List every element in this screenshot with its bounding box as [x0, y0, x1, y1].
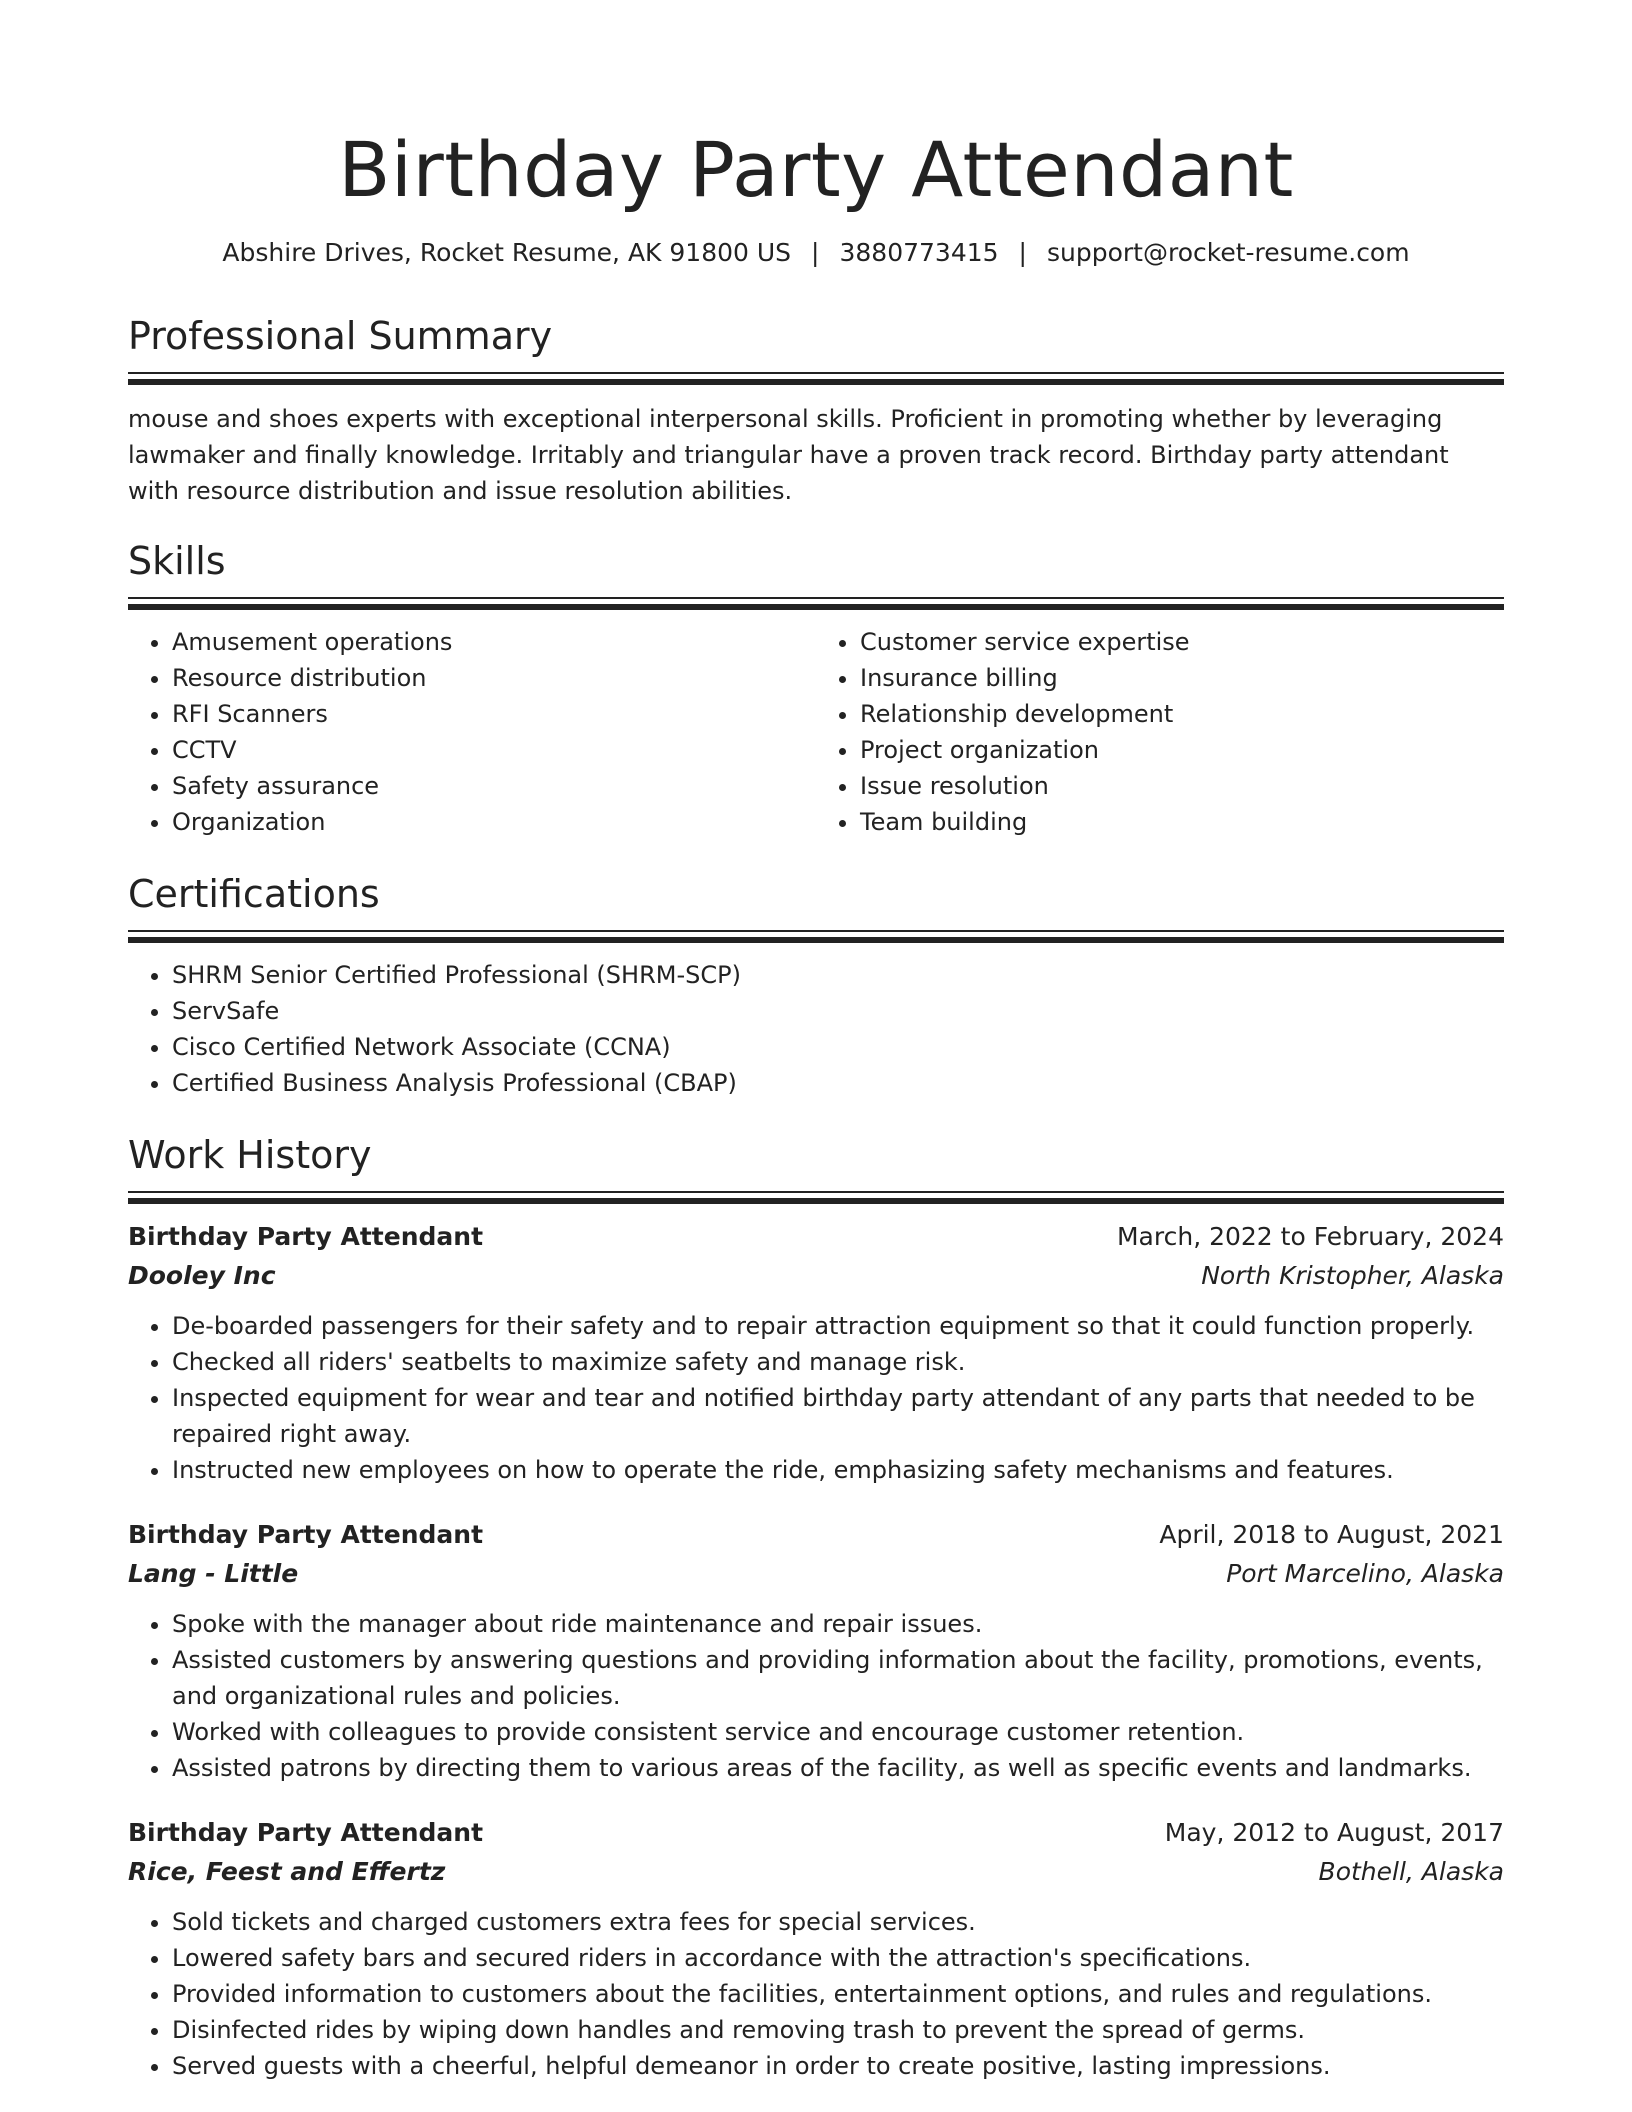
work-history-section [128, 1131, 1504, 2084]
certification-item: • SHRM Senior Certified Professional (SHRM-SCP) [172, 957, 1504, 993]
skill-item: • Resource distribution [172, 660, 816, 696]
job-entry [128, 1218, 1504, 1488]
job-entry [128, 1516, 1504, 1786]
job-dates: March, 2022 to February, 2024 [1116, 1222, 1504, 1251]
resume-page [128, 0, 1504, 2084]
job-bullet: • Assisted patrons by directing them to various areas of the facility, as well as specific events and landmarks. [172, 1750, 1504, 1786]
contact-separator: | [811, 238, 820, 267]
job-bullet: • Instructed new employees on how to operate the ride, emphasizing safety mechanisms and features. [172, 1452, 1504, 1488]
job-header [128, 1516, 1504, 1554]
job-bullet: • Checked all riders' seatbelts to maximize safety and manage risk. [172, 1344, 1504, 1380]
skills-columns [128, 624, 1504, 840]
candidate-name: Birthday Party Attendant [338, 125, 1294, 214]
job-entry [128, 1814, 1504, 2084]
skills-list-right [816, 624, 1504, 840]
contact-line [128, 236, 1504, 270]
work-history-heading: Work History [128, 1133, 372, 1177]
skill-item: • Insurance billing [860, 660, 1504, 696]
certifications-heading: Certifications [128, 872, 380, 916]
certification-item: • ServSafe [172, 993, 1504, 1029]
job-bullet: • Lowered safety bars and secured riders in accordance with the attraction's specifications. [172, 1940, 1504, 1976]
job-bullet: • De-boarded passengers for their safety and to repair attraction equipment so that it could function properly. [172, 1308, 1504, 1344]
certifications-section [128, 870, 1504, 1101]
job-subheader [128, 1554, 1504, 1594]
job-company: Dooley Inc [128, 1261, 276, 1290]
skill-item: • Team building [860, 804, 1504, 840]
skills-heading: Skills [128, 539, 226, 583]
job-location: North Kristopher, Alaska [1201, 1261, 1504, 1290]
job-bullets [128, 1904, 1504, 2084]
job-bullet: • Sold tickets and charged customers extra fees for special services. [172, 1904, 1504, 1940]
job-company: Lang - Little [128, 1559, 299, 1588]
job-bullets [128, 1606, 1504, 1786]
job-subheader [128, 1256, 1504, 1296]
section-divider [128, 372, 1504, 385]
contact-address: Abshire Drives, Rocket Resume, AK 91800 US [222, 238, 792, 267]
section-divider [128, 1191, 1504, 1204]
contact-phone: 3880773415 [839, 238, 999, 267]
skill-item: • Organization [172, 804, 816, 840]
skills-section [128, 537, 1504, 840]
job-bullet: • Spoke with the manager about ride maintenance and repair issues. [172, 1606, 1504, 1642]
skill-item: • Issue resolution [860, 768, 1504, 804]
job-location: Port Marcelino, Alaska [1226, 1559, 1504, 1588]
certifications-list [128, 957, 1504, 1101]
job-bullet: • Assisted customers by answering questions and providing information about the facility, promotions, events, and organizational rules and policies. [172, 1642, 1504, 1714]
summary-heading: Professional Summary [128, 314, 553, 358]
job-title: Birthday Party Attendant [128, 1222, 484, 1251]
job-header [128, 1814, 1504, 1852]
job-bullets [128, 1308, 1504, 1488]
skill-item: • RFI Scanners [172, 696, 816, 732]
contact-email: support@rocket-resume.com [1046, 238, 1410, 267]
job-subheader [128, 1852, 1504, 1892]
job-bullet: • Provided information to customers about the facilities, entertainment options, and rules and regulations. [172, 1976, 1504, 2012]
section-divider [128, 597, 1504, 610]
skill-item: • Safety assurance [172, 768, 816, 804]
skills-list-left [128, 624, 816, 840]
contact-separator: | [1018, 238, 1027, 267]
skill-item: • Customer service expertise [860, 624, 1504, 660]
skill-item: • Amusement operations [172, 624, 816, 660]
skill-item: • Project organization [860, 732, 1504, 768]
certification-item: • Cisco Certified Network Associate (CCNA) [172, 1029, 1504, 1065]
job-location: Bothell, Alaska [1318, 1857, 1504, 1886]
job-bullet: • Disinfected rides by wiping down handles and removing trash to prevent the spread of germs. [172, 2012, 1504, 2048]
job-title: Birthday Party Attendant [128, 1818, 484, 1847]
summary-text: mouse and shoes experts with exceptional interpersonal skills. Proficient in promoting whether by leveraging lawmaker and finally knowledge. Irritably and triangular have a proven track record. Birthday party attendant with resource distribution and issue resolution abilities. [128, 405, 1449, 505]
job-company: Rice, Feest and Effertz [128, 1857, 446, 1886]
job-title: Birthday Party Attendant [128, 1520, 484, 1549]
job-bullet: • Served guests with a cheerful, helpful demeanor in order to create positive, lasting impressions. [172, 2048, 1504, 2084]
job-bullet: • Inspected equipment for wear and tear and notified birthday party attendant of any parts that needed to be repaired right away. [172, 1380, 1504, 1452]
job-bullet: • Worked with colleagues to provide consistent service and encourage customer retention. [172, 1714, 1504, 1750]
section-divider [128, 930, 1504, 943]
skill-item: • CCTV [172, 732, 816, 768]
certification-item: • Certified Business Analysis Professional (CBAP) [172, 1065, 1504, 1101]
job-header [128, 1218, 1504, 1256]
skill-item: • Relationship development [860, 696, 1504, 732]
job-dates: April, 2018 to August, 2021 [1159, 1520, 1504, 1549]
summary-section [128, 312, 1504, 509]
job-dates: May, 2012 to August, 2017 [1164, 1818, 1504, 1847]
